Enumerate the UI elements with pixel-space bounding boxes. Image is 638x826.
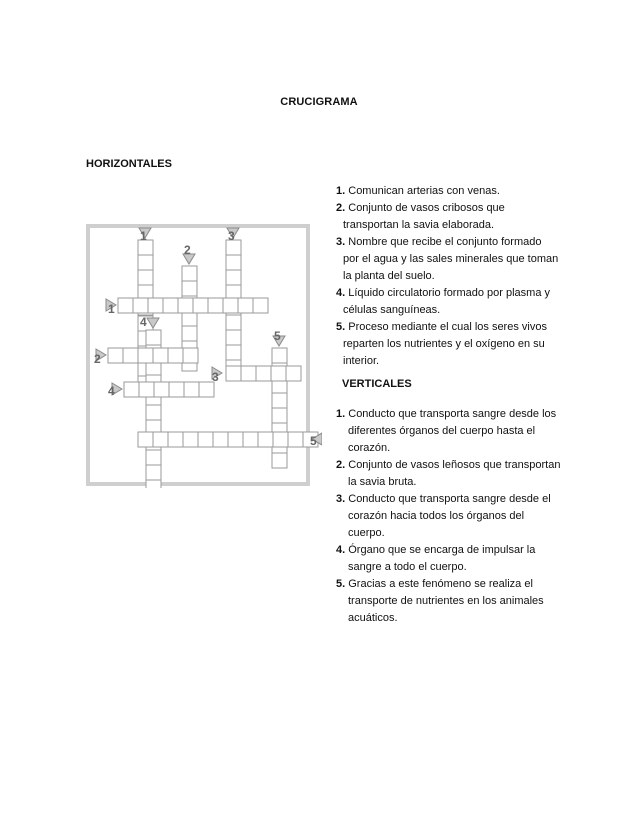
clue-text: cuerpo. [348, 527, 385, 539]
grid-cell[interactable] [223, 298, 238, 313]
grid-cell[interactable] [124, 382, 139, 397]
clue-number: 1. [336, 185, 346, 197]
grid-cell[interactable] [138, 348, 153, 363]
clue-text: transportan la savia elaborada. [343, 219, 495, 231]
clue-number: 1. [336, 408, 346, 420]
grid-cell[interactable] [253, 298, 268, 313]
horizontal-clue-1 [336, 183, 576, 200]
grid-number-h3: 3 [212, 370, 219, 384]
clue-text: Proceso mediante el cual los seres vivos [348, 321, 547, 333]
horizontal-heading: HORIZONTALES [86, 158, 172, 170]
grid-cell[interactable] [148, 298, 163, 313]
grid-cell[interactable] [272, 408, 287, 423]
grid-cell[interactable] [238, 298, 253, 313]
grid-cell[interactable] [182, 266, 197, 281]
clue-text: Conjunto de vasos leñosos que transportan [348, 459, 561, 471]
clue-text: Conducto que transporta sangre desde los [348, 408, 557, 420]
page-title: CRUCIGRAMA [280, 96, 358, 108]
grid-cell[interactable] [271, 366, 286, 381]
grid-cell[interactable] [146, 330, 161, 345]
grid-cell[interactable] [226, 315, 241, 330]
clue-number: 2. [336, 202, 346, 214]
grid-cell[interactable] [154, 382, 169, 397]
clue-number: 4. [336, 544, 346, 556]
clue-text: Líquido circulatorio formado por plasma y [348, 287, 551, 299]
crossword-grid [86, 220, 322, 488]
clue-text: Conjunto de vasos cribosos que [348, 202, 505, 214]
clue-text: corazón. [348, 442, 391, 454]
grid-cell[interactable] [226, 255, 241, 270]
vertical-clue-1 [336, 406, 576, 457]
grid-cell[interactable] [118, 298, 133, 313]
crossword-puzzle [86, 220, 322, 488]
grid-cell[interactable] [273, 432, 288, 447]
clue-text: sangre a todo el cuerpo. [348, 561, 467, 573]
vertical-heading: VERTICALES [342, 378, 412, 390]
grid-cell[interactable] [193, 298, 208, 313]
grid-cell[interactable] [169, 382, 184, 397]
grid-cell[interactable] [183, 348, 198, 363]
clue-text: reparten los nutrientes y el oxígeno en su [343, 338, 545, 350]
clue-number: 3. [336, 236, 346, 248]
grid-cell[interactable] [139, 382, 154, 397]
clue-text: por el agua y las sales minerales que toman [343, 253, 559, 265]
grid-cell[interactable] [243, 432, 258, 447]
grid-cell[interactable] [146, 465, 161, 480]
grid-cell[interactable] [213, 432, 228, 447]
grid-cell[interactable] [198, 432, 213, 447]
clue-text: transporte de nutrientes en los animales [348, 595, 544, 607]
grid-cell[interactable] [272, 453, 287, 468]
grid-cell[interactable] [138, 432, 153, 447]
clue-text: Órgano que se encarga de impulsar la [348, 544, 536, 556]
grid-cell[interactable] [108, 348, 123, 363]
grid-cell[interactable] [226, 366, 241, 381]
clue-text: Conducto que transporta sangre desde el [348, 493, 551, 505]
grid-number-v3: 3 [228, 229, 235, 243]
clue-number: 3. [336, 493, 346, 505]
grid-cell[interactable] [163, 298, 178, 313]
grid-number-v4: 4 [140, 315, 147, 329]
grid-cell[interactable] [241, 366, 256, 381]
grid-cell[interactable] [146, 450, 161, 465]
clue-number: 5. [336, 321, 346, 333]
grid-cell[interactable] [133, 298, 148, 313]
grid-cell[interactable] [153, 432, 168, 447]
grid-number-h1: 1 [108, 302, 115, 316]
grid-number-v2: 2 [184, 243, 191, 257]
grid-cell[interactable] [286, 366, 301, 381]
horizontal-clue-2 [336, 200, 576, 234]
clue-text: células sanguíneas. [343, 304, 441, 316]
clue-text: Nombre que recibe el conjunto formado [348, 236, 542, 248]
clue-text: interior. [343, 355, 380, 367]
grid-cell[interactable] [146, 405, 161, 420]
clue-text: acuáticos. [348, 612, 398, 624]
grid-cell[interactable] [168, 432, 183, 447]
grid-cell[interactable] [228, 432, 243, 447]
clue-number: 5. [336, 578, 346, 590]
grid-cell[interactable] [272, 348, 287, 363]
horizontal-clue-3 [336, 234, 576, 285]
grid-cell[interactable] [288, 432, 303, 447]
horizontal-clue-5 [336, 319, 576, 370]
grid-cell[interactable] [226, 270, 241, 285]
grid-cell[interactable] [183, 432, 198, 447]
grid-cell[interactable] [138, 270, 153, 285]
grid-cell[interactable] [258, 432, 273, 447]
clue-number: 2. [336, 459, 346, 471]
grid-cell[interactable] [168, 348, 183, 363]
clue-text: Gracias a este fenómeno se realiza el [348, 578, 533, 590]
clue-text: corazón hacia todos los órganos del [348, 510, 525, 522]
grid-number-h4: 4 [108, 384, 115, 398]
clue-text: la savia bruta. [348, 476, 417, 488]
horizontal-clue-4 [336, 285, 576, 319]
grid-number-v5: 5 [274, 329, 281, 343]
vertical-clue-4 [336, 542, 576, 576]
grid-cell[interactable] [146, 480, 161, 488]
grid-cell[interactable] [226, 330, 241, 345]
grid-cell[interactable] [123, 348, 138, 363]
grid-number-v1: 1 [140, 229, 147, 243]
clue-text: la planta del suelo. [343, 270, 435, 282]
grid-cell[interactable] [208, 298, 223, 313]
grid-cell[interactable] [182, 281, 197, 296]
grid-cell[interactable] [178, 298, 193, 313]
vertical-clue-2 [336, 457, 576, 491]
clue-text: Comunican arterias con venas. [348, 185, 500, 197]
grid-cell[interactable] [184, 382, 199, 397]
grid-number-h5: 5 [310, 434, 317, 448]
clue-number: 4. [336, 287, 346, 299]
vertical-clue-5 [336, 576, 576, 627]
clue-text: diferentes órganos del cuerpo hasta el [348, 425, 536, 437]
grid-cell[interactable] [226, 345, 241, 360]
grid-number-h2: 2 [94, 352, 101, 366]
grid-cell[interactable] [153, 348, 168, 363]
grid-cell[interactable] [199, 382, 214, 397]
grid-cell[interactable] [272, 393, 287, 408]
vertical-clue-3 [336, 491, 576, 542]
grid-cell[interactable] [138, 255, 153, 270]
grid-cell[interactable] [256, 366, 271, 381]
grid-cell[interactable] [182, 326, 197, 341]
